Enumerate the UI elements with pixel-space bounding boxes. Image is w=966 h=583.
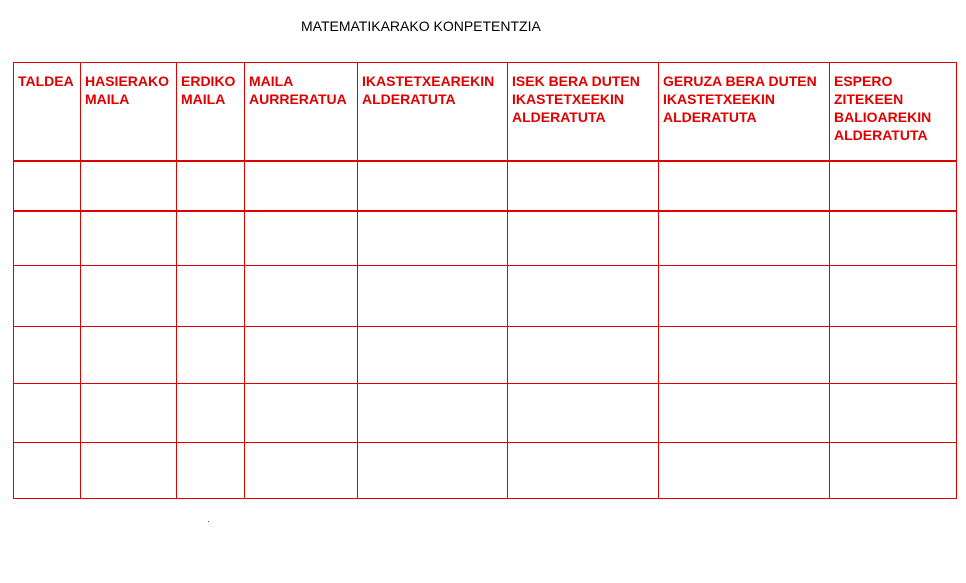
table-cell[interactable] — [830, 211, 957, 265]
table-cell[interactable] — [358, 265, 508, 326]
table-row — [14, 265, 957, 326]
table-cell[interactable] — [830, 383, 957, 442]
table-cell[interactable] — [358, 383, 508, 442]
table-cell[interactable] — [358, 326, 508, 383]
table-cell[interactable] — [245, 383, 358, 442]
table-row — [14, 211, 957, 265]
table-cell[interactable] — [508, 326, 659, 383]
table-cell[interactable] — [81, 211, 177, 265]
table-cell[interactable] — [659, 265, 830, 326]
table-cell[interactable] — [358, 442, 508, 498]
header-taldea: TALDEA — [14, 63, 81, 162]
table-cell[interactable] — [508, 211, 659, 265]
table-cell[interactable] — [14, 383, 81, 442]
table-cell[interactable] — [177, 383, 245, 442]
table-cell[interactable] — [508, 265, 659, 326]
table-cell[interactable] — [830, 161, 957, 211]
table-cell[interactable] — [245, 211, 358, 265]
table-cell[interactable] — [659, 211, 830, 265]
table-cell[interactable] — [177, 161, 245, 211]
table-cell[interactable] — [508, 383, 659, 442]
table-cell[interactable] — [81, 383, 177, 442]
table-cell[interactable] — [830, 442, 957, 498]
table-cell[interactable] — [659, 326, 830, 383]
table-row — [14, 161, 957, 211]
table-row — [14, 326, 957, 383]
table-cell[interactable] — [245, 161, 358, 211]
table-cell[interactable] — [245, 265, 358, 326]
table-cell[interactable] — [358, 161, 508, 211]
competency-table — [13, 62, 957, 499]
table-cell[interactable] — [14, 265, 81, 326]
header-row — [14, 63, 957, 162]
stray-dot — [208, 521, 209, 522]
table-cell[interactable] — [81, 265, 177, 326]
table-cell[interactable] — [830, 265, 957, 326]
header-isek-bera: ISEK BERA DUTEN IKASTETXEEKIN ALDERATUTA — [508, 63, 659, 162]
table-cell[interactable] — [177, 265, 245, 326]
header-hasierako-maila: HASIERAKO MAILA — [81, 63, 177, 162]
table-cell[interactable] — [14, 211, 81, 265]
table-cell[interactable] — [177, 211, 245, 265]
table-cell[interactable] — [358, 211, 508, 265]
table-cell[interactable] — [81, 326, 177, 383]
table-cell[interactable] — [659, 383, 830, 442]
table-cell[interactable] — [659, 161, 830, 211]
table-cell[interactable] — [508, 442, 659, 498]
table-cell[interactable] — [508, 161, 659, 211]
table-cell[interactable] — [830, 326, 957, 383]
table-cell[interactable] — [245, 442, 358, 498]
table-cell[interactable] — [81, 442, 177, 498]
table-cell[interactable] — [81, 161, 177, 211]
header-ikastetxearekin: IKASTETXEAREKIN ALDERATUTA — [358, 63, 508, 162]
header-espero-zitekeen: ESPERO ZITEKEEN BALIOAREKIN ALDERATUTA — [830, 63, 957, 162]
table-cell[interactable] — [245, 326, 358, 383]
header-geruza-bera: GERUZA BERA DUTEN IKASTETXEEKIN ALDERATUTA — [659, 63, 830, 162]
table-cell[interactable] — [177, 442, 245, 498]
table-cell[interactable] — [659, 442, 830, 498]
table-cell[interactable] — [14, 161, 81, 211]
header-erdiko-maila: ERDIKO MAILA — [177, 63, 245, 162]
table-cell[interactable] — [14, 442, 81, 498]
table-cell[interactable] — [14, 326, 81, 383]
header-maila-aurreratua: MAILA AURRERATUA — [245, 63, 358, 162]
table-row — [14, 383, 957, 442]
table-cell[interactable] — [177, 326, 245, 383]
page-title: MATEMATIKARAKO KONPETENTZIA — [301, 18, 541, 34]
table-row — [14, 442, 957, 498]
